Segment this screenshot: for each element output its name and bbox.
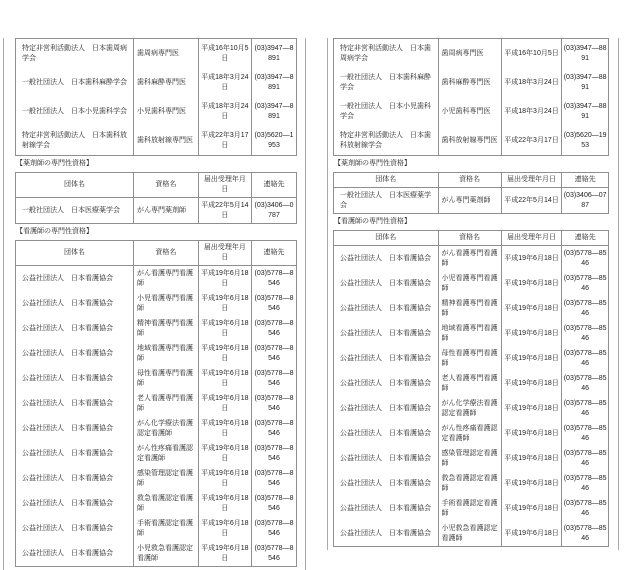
qualification-name: 小児看護専門看護師 [438,271,501,296]
table-row [334,521,609,547]
column-header-contact: 連絡先 [562,173,609,188]
table-row [334,39,609,69]
acceptance-date: 平成19年6月18日 [501,346,562,371]
column-header-acceptance-date: 届出受理年月日 [198,241,251,266]
acceptance-date: 平成19年6月18日 [501,246,562,272]
contact-phone: (03)5778—8546 [562,446,609,471]
contact-phone: (03)3406—0787 [252,198,297,224]
qualification-name: 老人看護専門看護師 [134,391,199,416]
organization-name: 公益社団法人 日本看護協会 [16,516,134,541]
contact-phone: (03)5620—1953 [252,126,297,156]
contact-phone: (03)5778—8546 [562,271,609,296]
table-row [334,371,609,396]
table-row [334,496,609,521]
acceptance-date: 平成19年6月18日 [501,496,562,521]
organization-name: 一般社団法人 日本歯科麻酔学会 [16,68,134,97]
qualification-name: 手術看護認定看護師 [438,496,501,521]
table-header-row [334,173,609,188]
table-row [334,246,609,272]
column-header-acceptance-date: 届出受理年月日 [198,173,251,198]
table-row [334,471,609,496]
qualification-name: がん性疼痛看護認定看護師 [134,441,199,466]
contact-phone: (03)5778—8546 [562,396,609,421]
column-header-organization: 団体名 [334,231,439,246]
organization-name: 一般社団法人 日本医療薬学会 [334,188,439,214]
acceptance-date: 平成22年3月17日 [501,126,562,156]
table-row [16,198,297,224]
table-row [334,126,609,156]
contact-phone: (03)5778—8546 [252,491,297,516]
contact-phone: (03)5778—8546 [252,391,297,416]
organization-name: 公益社団法人 日本看護協会 [334,246,439,272]
organization-name: 公益社団法人 日本看護協会 [16,466,134,491]
acceptance-date: 平成19年6月18日 [198,466,251,491]
qualification-name: 精神看護専門看護師 [134,316,199,341]
organization-name: 公益社団法人 日本看護協会 [16,541,134,567]
acceptance-date: 平成19年6月18日 [198,391,251,416]
qualification-name: 歯周病専門医 [438,39,501,69]
column-header-contact: 連絡先 [252,241,297,266]
pharmacist-qualification-table [15,172,297,224]
organization-name: 一般社団法人 日本医療薬学会 [16,198,134,224]
acceptance-date: 平成18年3月24日 [198,97,251,126]
acceptance-date: 平成22年5月14日 [501,188,562,214]
organization-name: 特定非営利活動法人 日本歯科放射線学会 [16,126,134,156]
acceptance-date: 平成19年6月18日 [198,441,251,466]
qualification-name: 小児歯科専門医 [438,97,501,126]
qualification-name: 小児歯科専門医 [134,97,199,126]
acceptance-date: 平成19年6月18日 [198,416,251,441]
organization-name: 一般社団法人 日本小児歯科学会 [16,97,134,126]
acceptance-date: 平成19年6月18日 [198,266,251,292]
acceptance-date: 平成19年6月18日 [501,271,562,296]
column-header-qualification: 資格名 [438,231,501,246]
qualification-name: 小児救急看護認定看護師 [438,521,501,547]
column-header-qualification: 資格名 [134,173,199,198]
organization-name: 公益社団法人 日本看護協会 [334,521,439,547]
table-row [16,466,297,491]
qualification-name: 母性看護専門看護師 [134,366,199,391]
contact-phone: (03)5778—8546 [562,421,609,446]
organization-name: 公益社団法人 日本看護協会 [334,471,439,496]
page-right [327,38,619,550]
qualification-name: 救急看護認定看護師 [134,491,199,516]
qualification-name: 手術看護認定看護師 [134,516,199,541]
table-row [16,316,297,341]
qualification-name: 歯周病専門医 [134,39,199,69]
organization-name: 公益社団法人 日本看護協会 [334,321,439,346]
contact-phone: (03)5778—8546 [252,441,297,466]
nurse-qualification-table [15,240,297,567]
qualification-name: がん化学療法看護認定看護師 [134,416,199,441]
contact-phone: (03)5778—8546 [562,496,609,521]
table-header-row [334,231,609,246]
qualification-name: 精神看護専門看護師 [438,296,501,321]
dentist-specialist-table [333,38,609,156]
organization-name: 特定非営利活動法人 日本歯科放射線学会 [334,126,439,156]
qualification-name: 歯科麻酔専門医 [134,68,199,97]
contact-phone: (03)5778—8546 [562,321,609,346]
table-row [334,68,609,97]
table-row [334,421,609,446]
contact-phone: (03)3947—8891 [562,39,609,69]
acceptance-date: 平成19年6月18日 [501,421,562,446]
qualification-name: 感染管理認定看護師 [438,446,501,471]
qualification-name: がん専門薬剤師 [438,188,501,214]
column-header-organization: 団体名 [334,173,439,188]
column-header-acceptance-date: 届出受理年月日 [501,173,562,188]
qualification-name: がん看護専門看護師 [134,266,199,292]
acceptance-date: 平成18年3月24日 [501,68,562,97]
contact-phone: (03)5778—8546 [252,516,297,541]
acceptance-date: 平成22年3月17日 [198,126,251,156]
organization-name: 公益社団法人 日本看護協会 [334,271,439,296]
column-header-contact: 連絡先 [252,173,297,198]
contact-phone: (03)5778—8546 [562,521,609,547]
column-header-qualification: 資格名 [438,173,501,188]
organization-name: 公益社団法人 日本看護協会 [334,371,439,396]
organization-name: 公益社団法人 日本看護協会 [334,496,439,521]
qualification-name: がん性疼痛看護認定看護師 [438,421,501,446]
table-row [334,188,609,214]
acceptance-date: 平成19年6月18日 [198,341,251,366]
contact-phone: (03)3947—8891 [562,68,609,97]
table-row [16,416,297,441]
table-row [16,266,297,292]
contact-phone: (03)5620—1953 [562,126,609,156]
nurse-qualification-table [333,230,609,547]
organization-name: 特定非営利活動法人 日本歯周病学会 [16,39,134,69]
organization-name: 公益社団法人 日本看護協会 [16,391,134,416]
organization-name: 公益社団法人 日本看護協会 [16,266,134,292]
contact-phone: (03)5778—8546 [562,246,609,272]
organization-name: 公益社団法人 日本看護協会 [16,441,134,466]
acceptance-date: 平成16年10月5日 [198,39,251,69]
contact-phone: (03)3947—8891 [252,39,297,69]
qualification-name: がん看護専門看護師 [438,246,501,272]
acceptance-date: 平成19年6月18日 [501,371,562,396]
column-header-qualification: 資格名 [134,241,199,266]
qualification-name: 地域看護専門看護師 [438,321,501,346]
organization-name: 公益社団法人 日本看護協会 [16,366,134,391]
qualification-name: 歯科放射線専門医 [438,126,501,156]
pharmacist-section-heading: 【薬剤師の専門性資格】 [16,160,93,167]
qualification-name: 老人看護専門看護師 [438,371,501,396]
pharmacist-qualification-table [333,172,609,214]
nurse-section-heading: 【看護師の専門性資格】 [16,228,93,235]
column-header-acceptance-date: 届出受理年月日 [501,231,562,246]
page-left [3,38,306,570]
organization-name: 一般社団法人 日本小児歯科学会 [334,97,439,126]
pharmacist-section-heading: 【薬剤師の専門性資格】 [334,160,411,167]
organization-name: 特定非営利活動法人 日本歯周病学会 [334,39,439,69]
contact-phone: (03)3947—8891 [562,97,609,126]
table-row [16,341,297,366]
table-row [16,68,297,97]
table-row [334,97,609,126]
column-header-organization: 団体名 [16,241,134,266]
nurse-section-heading: 【看護師の専門性資格】 [334,218,411,225]
organization-name: 公益社団法人 日本看護協会 [334,346,439,371]
contact-phone: (03)5778—8546 [562,296,609,321]
qualification-name: 母性看護専門看護師 [438,346,501,371]
qualification-name: がん専門薬剤師 [134,198,199,224]
qualification-name: がん化学療法看護認定看護師 [438,396,501,421]
acceptance-date: 平成19年6月18日 [501,471,562,496]
table-row [334,446,609,471]
qualification-name: 歯科放射線専門医 [134,126,199,156]
organization-name: 公益社団法人 日本看護協会 [16,316,134,341]
qualification-name: 救急看護認定看護師 [438,471,501,496]
organization-name: 一般社団法人 日本歯科麻酔学会 [334,68,439,97]
acceptance-date: 平成19年6月18日 [198,291,251,316]
qualification-name: 感染管理認定看護師 [134,466,199,491]
table-row [334,346,609,371]
acceptance-date: 平成18年3月24日 [198,68,251,97]
column-header-contact: 連絡先 [562,231,609,246]
qualification-name: 小児救急看護認定看護師 [134,541,199,567]
acceptance-date: 平成19年6月18日 [198,516,251,541]
table-row [16,39,297,69]
contact-phone: (03)5778—8546 [562,346,609,371]
contact-phone: (03)5778—8546 [562,471,609,496]
acceptance-date: 平成18年3月24日 [501,97,562,126]
organization-name: 公益社団法人 日本看護協会 [16,416,134,441]
acceptance-date: 平成19年6月18日 [501,321,562,346]
contact-phone: (03)5778—8546 [252,466,297,491]
column-header-organization: 団体名 [16,173,134,198]
contact-phone: (03)3947—8891 [252,97,297,126]
table-row [16,291,297,316]
organization-name: 公益社団法人 日本看護協会 [16,491,134,516]
table-header-row [16,241,297,266]
table-row [16,516,297,541]
table-row [334,396,609,421]
contact-phone: (03)5778—8546 [252,291,297,316]
contact-phone: (03)3406—0787 [562,188,609,214]
contact-phone: (03)5778—8546 [252,266,297,292]
acceptance-date: 平成19年6月18日 [198,366,251,391]
organization-name: 公益社団法人 日本看護協会 [16,291,134,316]
organization-name: 公益社団法人 日本看護協会 [334,446,439,471]
acceptance-date: 平成19年6月18日 [198,541,251,567]
contact-phone: (03)5778—8546 [252,416,297,441]
contact-phone: (03)5778—8546 [252,341,297,366]
organization-name: 公益社団法人 日本看護協会 [334,421,439,446]
qualification-name: 歯科麻酔専門医 [438,68,501,97]
table-row [16,441,297,466]
acceptance-date: 平成19年6月18日 [501,396,562,421]
organization-name: 公益社団法人 日本看護協会 [334,296,439,321]
acceptance-date: 平成16年10月5日 [501,39,562,69]
table-row [16,366,297,391]
contact-phone: (03)5778—8546 [562,371,609,396]
organization-name: 公益社団法人 日本看護協会 [334,396,439,421]
organization-name: 公益社団法人 日本看護協会 [16,341,134,366]
acceptance-date: 平成19年6月18日 [501,521,562,547]
acceptance-date: 平成19年6月18日 [198,316,251,341]
qualification-name: 地域看護専門看護師 [134,341,199,366]
acceptance-date: 平成22年5月14日 [198,198,251,224]
contact-phone: (03)5778—8546 [252,541,297,567]
table-row [16,97,297,126]
table-row [334,296,609,321]
qualification-name: 小児看護専門看護師 [134,291,199,316]
dentist-specialist-table [15,38,297,156]
acceptance-date: 平成19年6月18日 [501,296,562,321]
contact-phone: (03)3947—8891 [252,68,297,97]
contact-phone: (03)5778—8546 [252,316,297,341]
acceptance-date: 平成19年6月18日 [501,446,562,471]
contact-phone: (03)5778—8546 [252,366,297,391]
table-row [334,271,609,296]
table-header-row [16,173,297,198]
acceptance-date: 平成19年6月18日 [198,491,251,516]
table-row [16,491,297,516]
table-row [334,321,609,346]
table-row [16,126,297,156]
table-row [16,391,297,416]
table-row [16,541,297,567]
